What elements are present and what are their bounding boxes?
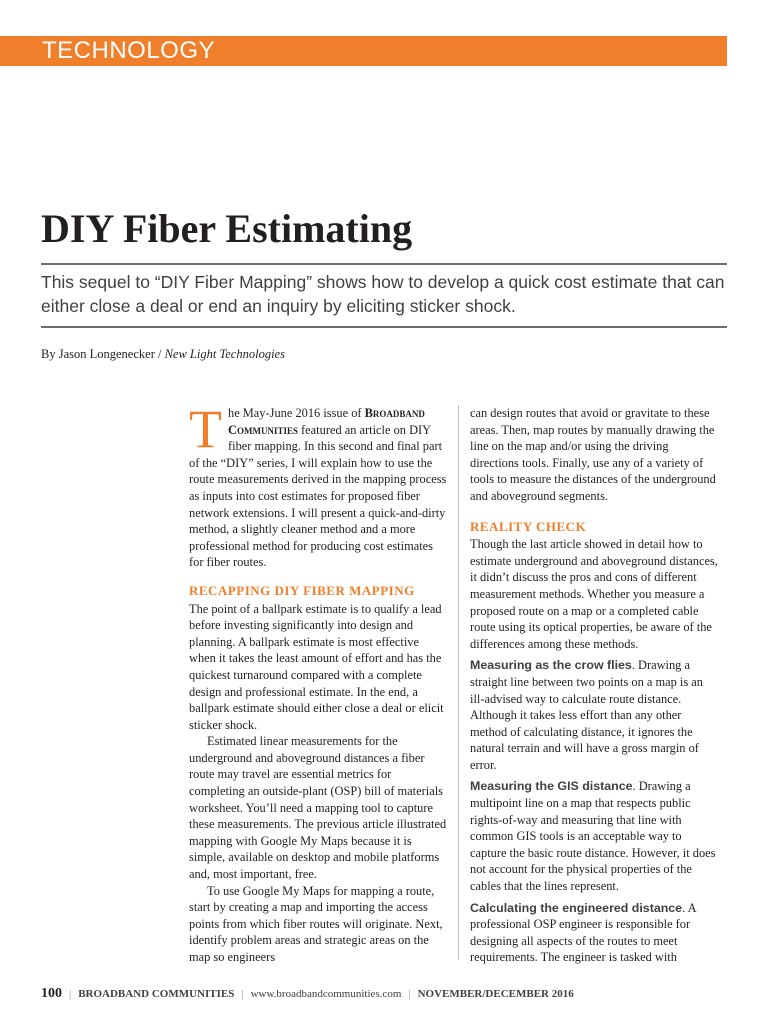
article-subtitle: This sequel to “DIY Fiber Mapping” shows how to develop a quick cost estimate that can either close a deal or end an inquiry by eliciting sticker shock. xyxy=(41,272,725,316)
section-banner xyxy=(0,36,727,66)
article-title: DIY Fiber Estimating xyxy=(41,206,413,251)
body-paragraph: can design routes that avoid or gravitate to these areas. Then, map routes by manually drawing the line on the map and/or using the driving directions tools. Finally, use any of a variety of tools to measure the distances of the underground and aboveground segments. xyxy=(470,406,716,503)
byline-company: New Light Technologies xyxy=(164,347,285,361)
footer-separator: | xyxy=(408,988,411,1000)
footer-issue: NOVEMBER/DECEMBER 2016 xyxy=(417,988,574,1000)
footer-magazine: BROADBAND COMMUNITIES xyxy=(78,988,235,1000)
runin-text: . Drawing a straight line between two points on a map is an ill-advised way to calculate route distance. Although it takes less effort than any other method of calculating distance, it ignores the natural terrain and will have a gross margin of error. xyxy=(470,658,703,772)
column-divider xyxy=(458,405,459,960)
runin-title: Calculating the engineered distance xyxy=(470,900,683,915)
page-number: 100 xyxy=(41,986,62,1001)
subtitle-bottom-rule xyxy=(41,326,727,328)
runin-title: Measuring as the crow flies xyxy=(470,658,632,673)
publication-name: Broadband Communities xyxy=(228,406,425,437)
intro-text-b: featured an article on DIY fiber mapping. In this second and final part of the “DIY” series, I will explain how to use the route measurements derived in the mapping process as inputs into cost estimates for proposed fiber network extensions. I will present a quick-and-dirty method, a slightly cleaner method and a more professional method for producing cost estimates for fiber routes. xyxy=(189,422,447,570)
body-paragraph: The point of a ballpark estimate is to qualify a lead before investing significantly into design and planning. A ballpark estimate is most effective when it takes the least amount of effort and has the quickest turnaround compared with a complete design and professional estimate. In the end, a ballpark estimate should either close a deal or elicit sticker shock. xyxy=(189,601,444,732)
runin-paragraph-engineered xyxy=(470,900,718,966)
page-footer xyxy=(41,986,574,1002)
section-heading-recap: RECAPPING DIY FIBER MAPPING xyxy=(189,582,415,598)
runin-paragraph-crow xyxy=(470,657,718,773)
footer-separator: | xyxy=(69,988,72,1000)
right-column xyxy=(470,405,718,966)
runin-paragraph-gis xyxy=(470,778,718,894)
title-top-rule xyxy=(41,263,727,265)
body-paragraph: Though the last article showed in detail how to estimate underground and aboveground distances, it didn’t discuss the pros and cons of different measurement methods. Whether you measure a proposed route on a map or a completed cable route using its optical properties, be aware of the differences among these methods. xyxy=(470,537,718,651)
runin-text: . Drawing a multipoint line on a map that respects public rights-of-way and measuring that line with common GIS tools is an acceptable way to capture the basic route distance. However, it does not account for the physical properties of the cables that the lines represent. xyxy=(470,779,716,894)
section-heading-reality-check: REALITY CHECK xyxy=(470,518,587,534)
byline-author: By Jason Longenecker / xyxy=(41,347,165,361)
section-label: TECHNOLOGY xyxy=(42,37,216,64)
footer-url[interactable]: www.broadbandcommunities.com xyxy=(250,988,402,1000)
intro-paragraph xyxy=(189,399,447,571)
drop-cap: T xyxy=(189,399,222,459)
left-column xyxy=(189,399,447,966)
runin-text: . A professional OSP engineer is responsible for designing all aspects of the routes to meet requirements. The engineer is tasked with xyxy=(470,900,696,965)
runin-title: Measuring the GIS distance xyxy=(470,779,633,794)
footer-separator: | xyxy=(241,988,244,1000)
body-paragraph: Estimated linear measurements for the underground and aboveground distances a fiber route may travel are essential metrics for completing an outside-plant (OSP) bill of materials worksheet. You’ll need a mapping tool to capture these measurements. The previous article illustrated mapping with Google My Maps because it is simple, available on desktop and mobile platforms and, most important, free. xyxy=(189,734,447,882)
intro-text-a: he May-June 2016 issue of xyxy=(228,406,365,420)
body-paragraph: To use Google My Maps for mapping a route, start by creating a map and importing the access points from which fiber routes will originate. Next, identify problem areas and strategic areas on the map so engineers xyxy=(189,883,443,964)
byline xyxy=(41,347,285,362)
